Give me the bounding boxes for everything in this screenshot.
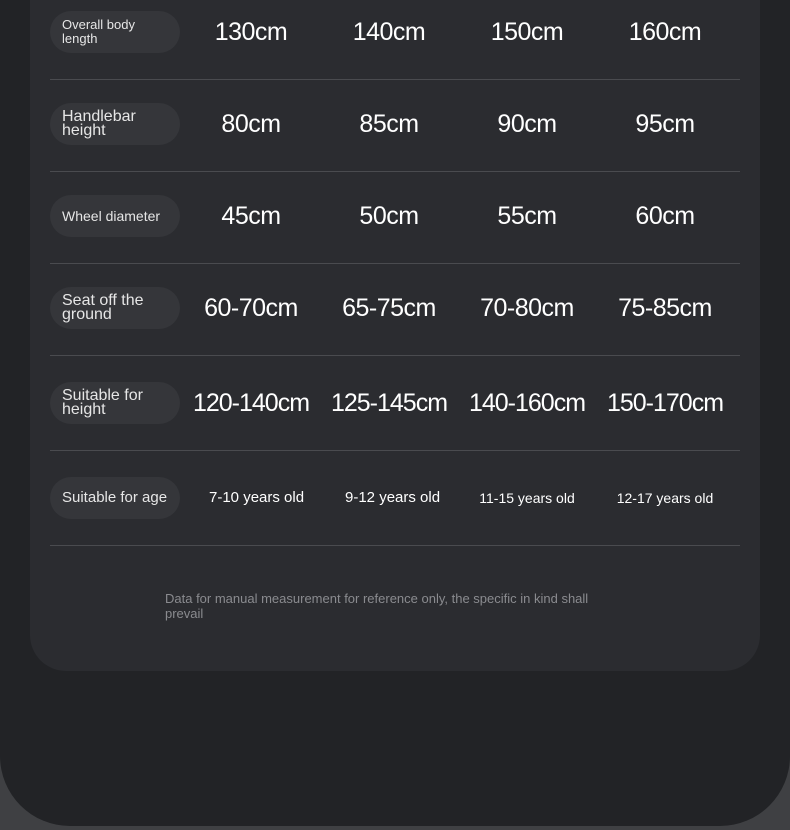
row-value: 85cm	[359, 109, 419, 138]
row-value: 150-170cm	[606, 388, 724, 417]
row-value: 60cm	[635, 201, 695, 230]
row-value: 125-145cm	[330, 388, 448, 417]
row-value: 60-70cm	[204, 293, 298, 322]
row-value: 9-12 years old	[345, 489, 441, 506]
row-label: Suitable for height	[50, 382, 180, 424]
spec-card	[30, 0, 760, 671]
row-value: 80cm	[221, 109, 281, 138]
row-label: Overall body length	[50, 11, 180, 53]
spec-row-wheel-diameter	[50, 195, 740, 237]
spec-row-seat-height	[50, 287, 740, 329]
row-label: Wheel diameter	[50, 195, 180, 237]
row-value: 50cm	[359, 201, 419, 230]
row-value: 45cm	[221, 201, 281, 230]
spec-row-suitable-age	[50, 477, 740, 519]
row-value: 150cm	[490, 17, 564, 46]
row-value: 65-75cm	[342, 293, 436, 322]
row-label: Handlebar height	[50, 103, 180, 145]
row-divider	[50, 171, 740, 172]
row-value: 75-85cm	[618, 293, 712, 322]
spec-row-body-length	[50, 11, 740, 53]
row-value: 140cm	[352, 17, 426, 46]
row-value: 95cm	[635, 109, 695, 138]
row-value: 140-160cm	[468, 388, 586, 417]
disclaimer-note: Data for manual measurement for reference only, the specific in kind shall prevail	[165, 591, 589, 621]
row-divider	[50, 263, 740, 264]
row-value: 160cm	[628, 17, 702, 46]
row-label: Suitable for age	[50, 477, 180, 519]
row-divider	[50, 355, 740, 356]
row-label: Seat off the ground	[50, 287, 180, 329]
row-value: 7-10 years old	[209, 489, 305, 506]
row-divider	[50, 450, 740, 451]
spec-row-handlebar-height	[50, 103, 740, 145]
row-value: 120-140cm	[192, 388, 310, 417]
row-divider	[50, 545, 740, 546]
row-value: 130cm	[214, 17, 288, 46]
row-value: 11-15 years old	[479, 490, 575, 506]
row-value: 12-17 years old	[616, 490, 714, 506]
row-value: 55cm	[497, 201, 557, 230]
row-divider	[50, 79, 740, 80]
spec-row-suitable-height	[50, 382, 740, 424]
row-value: 70-80cm	[480, 293, 574, 322]
row-value: 90cm	[497, 109, 557, 138]
